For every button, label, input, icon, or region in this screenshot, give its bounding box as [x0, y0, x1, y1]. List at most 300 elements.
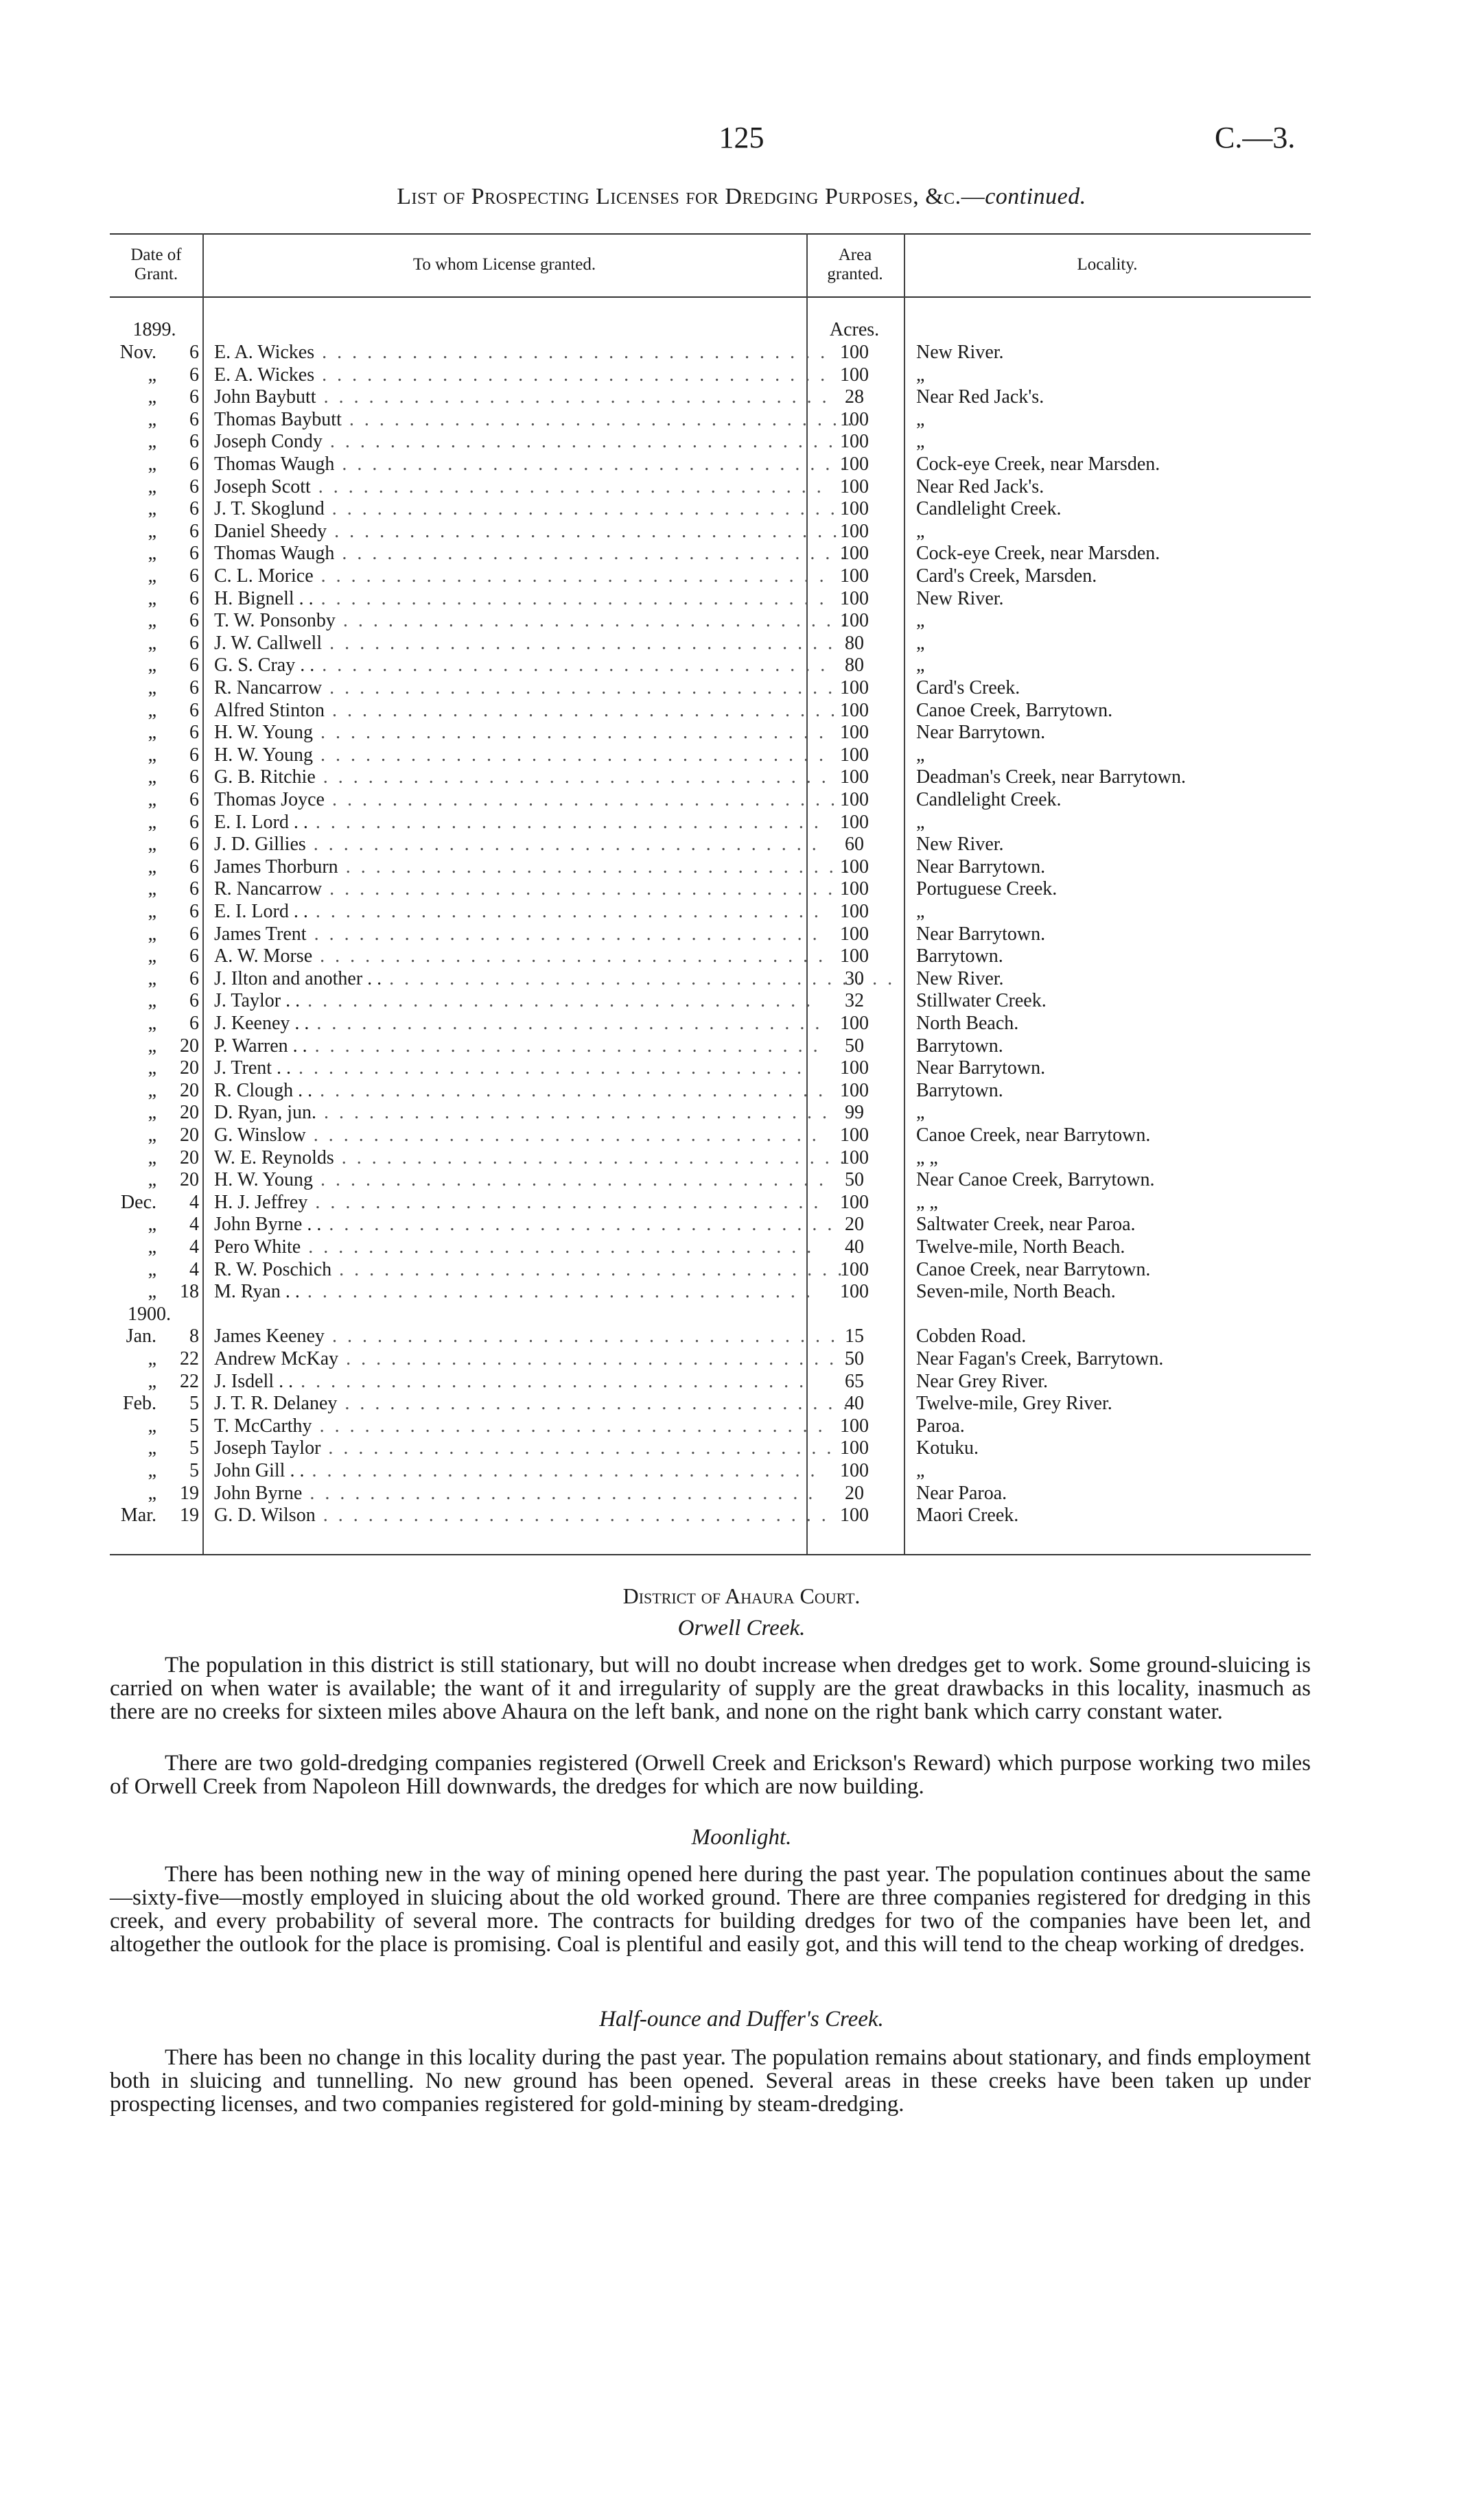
table-row: [110, 1236, 1311, 1259]
grant-day: 6: [189, 945, 199, 967]
licensee-name: Joseph Condy . .: [214, 431, 904, 453]
table-row: [110, 1460, 1311, 1483]
table-row: [110, 812, 1311, 834]
licensee-name: J. Keeney . . . .: [214, 1013, 904, 1035]
table-row: [110, 1483, 1311, 1505]
locality: Candlelight Creek.: [916, 498, 1062, 520]
licenses-table: [110, 226, 1311, 1571]
grant-day: 20: [180, 1057, 199, 1079]
grant-day: 6: [189, 655, 199, 676]
grant-month: „: [148, 923, 156, 945]
grant-day: 6: [189, 498, 199, 520]
licensee-name: A. W. Morse . .: [214, 945, 904, 967]
grant-month: „: [148, 1146, 156, 1168]
grant-day: 5: [189, 1460, 199, 1481]
licensee-name: John Byrne . .: [214, 1483, 904, 1505]
grant-month: Jan.: [126, 1326, 156, 1347]
table-row: [110, 677, 1311, 700]
licensee-name: John Gill . . . .: [214, 1460, 904, 1482]
table-row: [110, 789, 1311, 812]
licensee-name: R. Nancarrow . .: [214, 878, 904, 900]
licensee-name: C. L. Morice . .: [214, 565, 904, 587]
table-row: [110, 1259, 1311, 1282]
area-granted: 100: [840, 945, 869, 967]
grant-day: 6: [189, 454, 199, 475]
grant-day: 5: [189, 1437, 199, 1459]
grant-month: „: [148, 1236, 156, 1258]
locality: Near Red Jack's.: [916, 386, 1044, 408]
grant-month: „: [148, 811, 156, 833]
area-granted: 100: [840, 1281, 869, 1303]
licensee-name: Pero White . .: [214, 1236, 904, 1258]
locality: Twelve-mile, Grey River.: [916, 1393, 1112, 1415]
table-title: [0, 184, 1483, 210]
area-granted: 40: [845, 1393, 864, 1415]
locality: Near Paroa.: [916, 1482, 1007, 1504]
half-ounce-heading: Half-ounce and Duffer's Creek.: [599, 2007, 884, 2032]
grant-month: „: [148, 1102, 156, 1124]
area-granted: 100: [840, 364, 869, 386]
area-granted: 20: [845, 1214, 864, 1236]
grant-month: „: [148, 587, 156, 609]
table-row: [110, 878, 1311, 901]
locality: „: [916, 811, 925, 833]
area-granted: 100: [840, 1258, 869, 1280]
locality: Card's Creek, Marsden.: [916, 565, 1097, 587]
table-row: [110, 409, 1311, 432]
area-granted: 30: [845, 967, 864, 989]
locality: Cock-eye Creek, near Marsden.: [916, 454, 1160, 475]
table-row: [110, 923, 1311, 946]
area-granted: 100: [840, 1437, 869, 1459]
area-granted: 100: [840, 1124, 869, 1146]
table-row: [110, 454, 1311, 476]
licensee-name: Daniel Sheedy . .: [214, 521, 904, 543]
area-granted: 100: [840, 1146, 869, 1168]
grant-month: Dec.: [120, 1191, 156, 1213]
locality: Near Red Jack's.: [916, 475, 1044, 497]
locality: „: [916, 744, 925, 766]
locality: Near Fagan's Creek, Barrytown.: [916, 1348, 1164, 1369]
grant-month: „: [148, 1124, 156, 1146]
area-granted: 100: [840, 856, 869, 878]
table-row: [110, 945, 1311, 968]
grant-day: 6: [189, 565, 199, 587]
area-granted: 50: [845, 1035, 864, 1057]
licensee-name: G. Winslow . .: [214, 1124, 904, 1146]
area-granted: 100: [840, 543, 869, 565]
grant-month: „: [148, 454, 156, 475]
table-header-rule: [110, 296, 1311, 298]
grant-day: 18: [180, 1281, 199, 1303]
area-granted: 100: [840, 1505, 869, 1527]
area-granted: 100: [840, 454, 869, 475]
grant-day: 4: [189, 1214, 199, 1236]
grant-month: „: [148, 1281, 156, 1303]
table-row: [110, 1102, 1311, 1124]
licensee-name: T. W. Ponsonby . .: [214, 610, 904, 632]
table-row: [110, 655, 1311, 677]
area-granted: 100: [840, 789, 869, 810]
locality: „ „: [916, 1146, 938, 1168]
grant-month: „: [148, 744, 156, 766]
table-row: [110, 1437, 1311, 1460]
area-granted: 100: [840, 1057, 869, 1079]
locality: Card's Creek.: [916, 677, 1020, 698]
grant-day: 6: [189, 990, 199, 1012]
grant-day: 20: [180, 1124, 199, 1146]
locality: Canoe Creek, near Barrytown.: [916, 1124, 1151, 1146]
grant-month: „: [148, 1169, 156, 1191]
licensee-name: Thomas Waugh . .: [214, 543, 904, 565]
grant-day: 6: [189, 342, 199, 363]
licensee-name: W. E. Reynolds . .: [214, 1147, 904, 1169]
licensee-name: Thomas Joyce . .: [214, 789, 904, 811]
orwell-creek-paragraph-1: The population in this district is still stationary, but will no doubt increase when dredges get to work. Some ground-sluicing is carried on when water is available; the want of it and irregularity of supply are the great drawbacks in this locality, inasmuch as there are no creeks for sixteen miles above Ahaura on the left bank, and none on the right bank which carry constant water.: [110, 1653, 1311, 1724]
grant-month: „: [148, 677, 156, 698]
table-row: [110, 1057, 1311, 1080]
locality: Near Barrytown.: [916, 722, 1046, 744]
licensee-name: H. W. Young . .: [214, 744, 904, 766]
grant-day: 20: [180, 1146, 199, 1168]
header-licensee: To whom License granted.: [412, 255, 596, 274]
area-granted: 15: [845, 1326, 864, 1347]
locality: Cobden Road.: [916, 1326, 1027, 1347]
grant-month: „: [148, 789, 156, 810]
grant-day: 6: [189, 364, 199, 386]
locality: Near Grey River.: [916, 1370, 1049, 1392]
grant-day: 6: [189, 386, 199, 408]
area-granted: 80: [845, 655, 864, 676]
table-row: [110, 1393, 1311, 1415]
grant-day: 4: [189, 1258, 199, 1280]
licensee-name: E. A. Wickes . .: [214, 342, 904, 364]
licensee-name: Alfred Stinton . .: [214, 700, 904, 722]
licensee-name: D. Ryan, jun. . .: [214, 1102, 904, 1124]
locality: Portuguese Creek.: [916, 878, 1058, 900]
table-row: [110, 968, 1311, 991]
grant-month: „: [148, 722, 156, 744]
grant-month: „: [148, 1214, 156, 1236]
grant-day: 4: [189, 1191, 199, 1213]
area-granted: 100: [840, 1415, 869, 1437]
locality: „: [916, 364, 925, 386]
grant-day: 6: [189, 744, 199, 766]
table-row: [110, 1013, 1311, 1035]
moonlight-paragraph: There has been nothing new in the way of mining opened here during the past year. The population continues about the same—sixty-five—mostly employed in sluicing about the old worked ground. There are three companies registered for dredging in this creek, and every probability of several more. The contracts for building dredges for two of the companies have been let, and altogether the outlook for the place is promising. Coal is plentiful and easily got, and this will tend to the cheap working of dredges.: [110, 1862, 1311, 1957]
grant-day: 6: [189, 677, 199, 698]
locality: Canoe Creek, Barrytown.: [916, 699, 1113, 721]
licensee-name: R. Nancarrow . .: [214, 677, 904, 699]
grant-month: „: [148, 699, 156, 721]
document-reference: C.—3.: [1215, 121, 1296, 154]
licensee-name: J. D. Gillies . .: [214, 834, 904, 856]
licensee-name: John Baybutt . .: [214, 386, 904, 408]
locality: Maori Creek.: [916, 1505, 1019, 1527]
table-row: [110, 476, 1311, 499]
table-row: [110, 633, 1311, 655]
grant-month: „: [148, 1258, 156, 1280]
grant-month: „: [148, 364, 156, 386]
locality: Barrytown.: [916, 945, 1003, 967]
grant-day: 6: [189, 520, 199, 542]
grant-month: „: [148, 834, 156, 856]
grant-month: „: [148, 1057, 156, 1079]
table-row: [110, 1035, 1311, 1058]
grant-day: 6: [189, 967, 199, 989]
grant-month: „: [148, 475, 156, 497]
licensee-name: J. W. Callwell . .: [214, 633, 904, 655]
table-row: [110, 901, 1311, 923]
area-granted: 100: [840, 587, 869, 609]
area-granted: 32: [845, 990, 864, 1012]
grant-month: „: [148, 856, 156, 878]
area-granted: 100: [840, 1460, 869, 1481]
grant-day: 22: [180, 1370, 199, 1392]
grant-day: 20: [180, 1079, 199, 1101]
licensee-name: Thomas Waugh . .: [214, 454, 904, 475]
area-granted: 100: [840, 699, 869, 721]
locality: Kotuku.: [916, 1437, 979, 1459]
area-granted: 100: [840, 744, 869, 766]
area-granted: 100: [840, 722, 869, 744]
header-locality: Locality.: [1077, 255, 1138, 274]
locality: „: [916, 1102, 925, 1124]
licensee-name: Andrew McKay . .: [214, 1348, 904, 1370]
table-row: [110, 1169, 1311, 1192]
licensee-name: G. D. Wilson . .: [214, 1505, 904, 1527]
year-row-1899: [110, 319, 1311, 342]
grant-day: 6: [189, 543, 199, 565]
table-row: [110, 1415, 1311, 1438]
grant-day: 8: [189, 1326, 199, 1347]
grant-month: „: [148, 610, 156, 632]
table-row: [110, 700, 1311, 722]
table-row: [110, 1326, 1311, 1348]
grant-month: „: [148, 1437, 156, 1459]
licensee-name: J. Isdell . . . .: [214, 1371, 904, 1393]
locality: Saltwater Creek, near Paroa.: [916, 1214, 1136, 1236]
licensee-name: H. Bignell . . . .: [214, 588, 904, 610]
grant-day: 6: [189, 834, 199, 856]
locality: „ „: [916, 1191, 938, 1213]
area-granted: 100: [840, 677, 869, 698]
grant-day: 5: [189, 1393, 199, 1415]
grant-month: „: [148, 878, 156, 900]
locality: Near Barrytown.: [916, 923, 1046, 945]
area-granted: 100: [840, 878, 869, 900]
licensee-name: James Keeney . .: [214, 1326, 904, 1347]
grant-day: 20: [180, 1102, 199, 1124]
locality: Barrytown.: [916, 1079, 1003, 1101]
area-granted: 65: [845, 1370, 864, 1392]
year-row-1900: [110, 1304, 1311, 1326]
grant-month: „: [148, 945, 156, 967]
locality: Paroa.: [916, 1415, 965, 1437]
area-granted: 60: [845, 834, 864, 856]
table-top-rule: [110, 233, 1311, 235]
grant-month: „: [148, 520, 156, 542]
grant-day: 19: [180, 1482, 199, 1504]
table-row: [110, 990, 1311, 1013]
locality: New River.: [916, 967, 1004, 989]
half-ounce-paragraph: There has been no change in this locality during the past year. The population remains about stationary, and finds employment both in sluicing and tunnelling. No new ground has been opened. Several areas in these creeks have been taken up under prospecting licenses, and two companies registered for gold-mining by steam-dredging.: [110, 2045, 1311, 2117]
orwell-creek-heading: Orwell Creek.: [677, 1616, 806, 1640]
grant-day: 6: [189, 610, 199, 632]
area-granted: 100: [840, 923, 869, 945]
licensee-name: H. W. Young . .: [214, 722, 904, 744]
area-granted: 100: [840, 520, 869, 542]
area-granted: 100: [840, 565, 869, 587]
grant-month: Nov.: [119, 342, 156, 363]
locality: „: [916, 655, 925, 676]
grant-month: „: [148, 990, 156, 1012]
grant-month: „: [148, 565, 156, 587]
grant-month: Feb.: [123, 1393, 156, 1415]
table-title-main: List of Prospecting Licenses for Dredging Purposes, &c.—: [397, 184, 985, 209]
table-row: [110, 1192, 1311, 1214]
table-row: [110, 364, 1311, 387]
grant-month: „: [148, 967, 156, 989]
licensee-name: E. I. Lord . . . .: [214, 812, 904, 834]
table-row: [110, 588, 1311, 611]
grant-day: 6: [189, 431, 199, 453]
area-granted: 28: [845, 386, 864, 408]
moonlight-heading: Moonlight.: [691, 1825, 792, 1850]
grant-day: 6: [189, 923, 199, 945]
licensee-name: P. Warren . . . .: [214, 1035, 904, 1057]
locality: Stillwater Creek.: [916, 990, 1047, 1012]
area-granted: 100: [840, 475, 869, 497]
area-granted: 20: [845, 1482, 864, 1504]
grant-month: „: [148, 1013, 156, 1034]
locality: North Beach.: [916, 1013, 1019, 1034]
grant-month: „: [148, 408, 156, 430]
licensee-name: J. Ilton and another . . . .: [214, 968, 904, 990]
orwell-creek-paragraph-2: There are two gold-dredging companies registered (Orwell Creek and Erickson's Reward) which purpose working two miles of Orwell Creek from Napoleon Hill downwards, the dredges for which are now building.: [110, 1751, 1311, 1799]
table-row: [110, 856, 1311, 879]
locality: Twelve-mile, North Beach.: [916, 1236, 1125, 1258]
year-label: 1899.: [132, 319, 176, 340]
locality: New River.: [916, 587, 1004, 609]
grant-day: 6: [189, 766, 199, 788]
area-granted: 100: [840, 1013, 869, 1034]
area-granted: 100: [840, 408, 869, 430]
licensee-name: E. I. Lord . . . .: [214, 901, 904, 923]
area-granted: 100: [840, 1191, 869, 1213]
grant-month: „: [148, 1460, 156, 1481]
acres-unit-label: Acres.: [829, 319, 880, 340]
table-row: [110, 565, 1311, 588]
table-row: [110, 521, 1311, 543]
table-bottom-rule: [110, 1554, 1311, 1555]
licensee-name: H. J. Jeffrey . .: [214, 1192, 904, 1214]
grant-day: 20: [180, 1169, 199, 1191]
grant-month: „: [148, 655, 156, 676]
licensee-name: H. W. Young . .: [214, 1169, 904, 1191]
licensee-name: M. Ryan . . . .: [214, 1281, 904, 1303]
locality: „: [916, 431, 925, 453]
district-heading: District of Ahaura Court.: [622, 1583, 861, 1608]
grant-month: „: [148, 431, 156, 453]
table-row: [110, 1124, 1311, 1147]
area-granted: 80: [845, 632, 864, 654]
licensee-name: R. Clough . . . .: [214, 1080, 904, 1102]
grant-month: Mar.: [120, 1505, 156, 1527]
locality: Cock-eye Creek, near Marsden.: [916, 543, 1160, 565]
grant-month: „: [148, 1370, 156, 1392]
grant-day: 6: [189, 475, 199, 497]
table-row: [110, 431, 1311, 454]
area-granted: 50: [845, 1348, 864, 1369]
table-row: [110, 1281, 1311, 1304]
table-row: [110, 498, 1311, 521]
grant-day: 6: [189, 632, 199, 654]
licensee-name: G. B. Ritchie . .: [214, 766, 904, 788]
table-row: [110, 1147, 1311, 1170]
locality: Near Barrytown.: [916, 856, 1046, 878]
locality: Candlelight Creek.: [916, 789, 1062, 810]
licensee-name: Thomas Baybutt . .: [214, 409, 904, 431]
table-row: [110, 722, 1311, 744]
area-granted: 100: [840, 1079, 869, 1101]
grant-day: 6: [189, 1013, 199, 1034]
table-row: [110, 610, 1311, 633]
licensee-name: James Trent . .: [214, 923, 904, 945]
licensee-name: T. McCarthy . .: [214, 1415, 904, 1437]
licensee-name: J. T. R. Delaney . .: [214, 1393, 904, 1415]
licensee-name: James Thorburn . .: [214, 856, 904, 878]
grant-day: 6: [189, 878, 199, 900]
area-granted: 100: [840, 431, 869, 453]
header-area: Area granted.: [827, 246, 883, 283]
locality: „: [916, 632, 925, 654]
locality: New River.: [916, 342, 1004, 363]
grant-month: „: [148, 386, 156, 408]
year-label: 1900.: [128, 1303, 171, 1325]
locality: „: [916, 408, 925, 430]
page-number: 125: [719, 121, 764, 154]
grant-month: „: [148, 901, 156, 922]
locality: Canoe Creek, near Barrytown.: [916, 1258, 1151, 1280]
grant-day: 6: [189, 811, 199, 833]
licensee-name: J. Taylor . . . .: [214, 990, 904, 1012]
grant-day: 6: [189, 901, 199, 922]
grant-day: 6: [189, 408, 199, 430]
grant-day: 19: [180, 1505, 199, 1527]
area-granted: 100: [840, 901, 869, 922]
licensee-name: J. Trent . . . .: [214, 1057, 904, 1079]
grant-month: „: [148, 498, 156, 520]
area-granted: 40: [845, 1236, 864, 1258]
table-row: [110, 1348, 1311, 1371]
table-row: [110, 834, 1311, 856]
locality: Deadman's Creek, near Barrytown.: [916, 766, 1187, 788]
area-granted: 100: [840, 766, 869, 788]
area-granted: 100: [840, 811, 869, 833]
locality: New River.: [916, 834, 1004, 856]
licensee-name: John Byrne . . . .: [214, 1214, 904, 1236]
licensee-name: J. T. Skoglund . .: [214, 498, 904, 520]
area-granted: 100: [840, 342, 869, 363]
locality: „: [916, 1460, 925, 1481]
locality: Near Canoe Creek, Barrytown.: [916, 1169, 1155, 1191]
grant-month: „: [148, 1348, 156, 1369]
grant-day: 6: [189, 699, 199, 721]
table-row: [110, 1214, 1311, 1236]
grant-day: 6: [189, 856, 199, 878]
table-row: [110, 543, 1311, 565]
